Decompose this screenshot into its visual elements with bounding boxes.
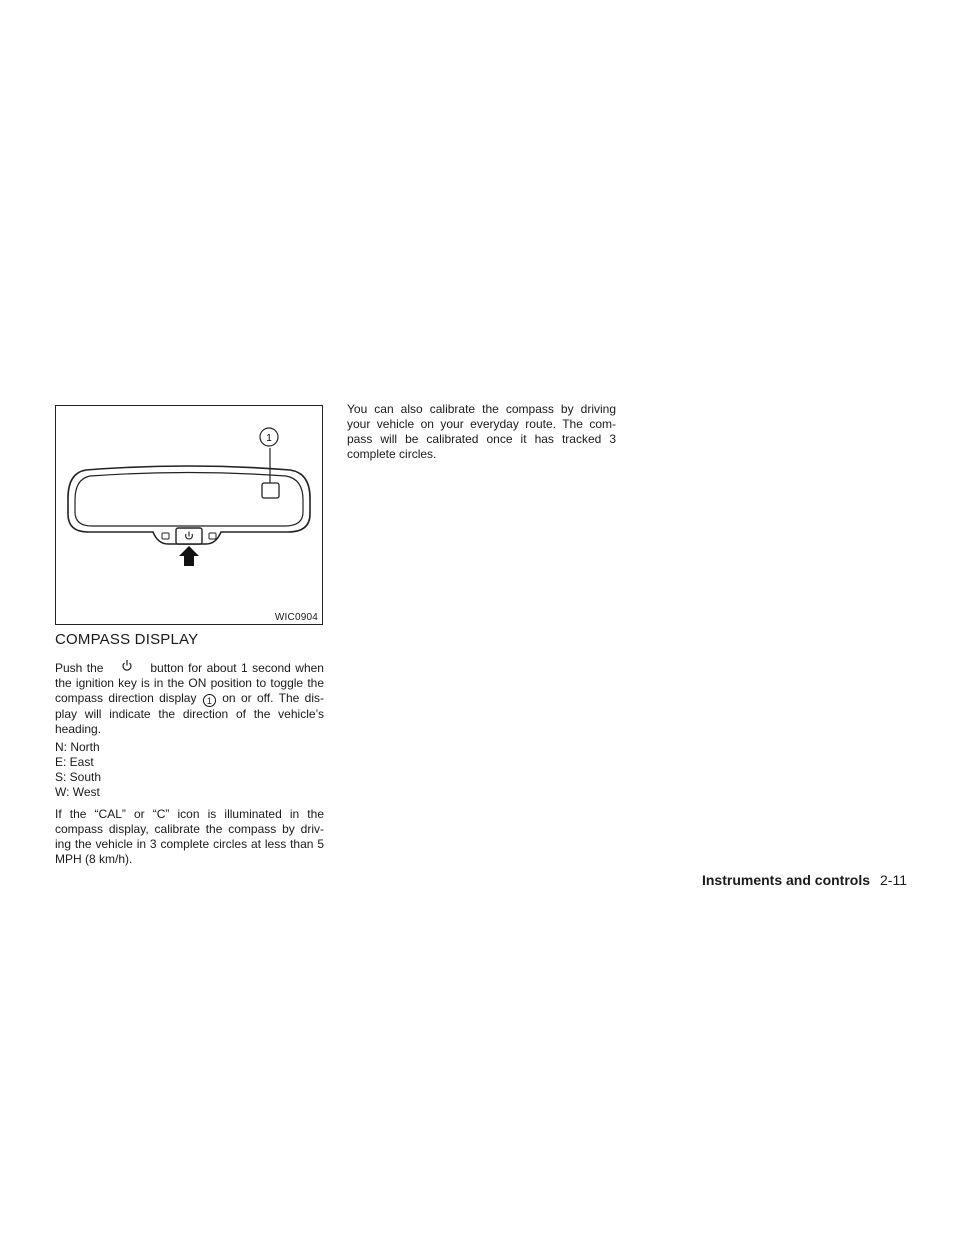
page-number: 2-11: [880, 872, 907, 888]
section-heading: COMPASS DISPLAY: [55, 631, 199, 648]
direction-south: S: South: [55, 770, 102, 784]
compass-display-window: [262, 483, 279, 498]
paragraph-push-button: [55, 659, 324, 737]
arrow-up-icon: [179, 546, 199, 566]
direction-north: N: North: [55, 740, 100, 754]
paragraph-calibrate-route: You can also calibrate the compass by driving your vehicle on your everyday route. The com-pass will be calibrated once it has tracked 3 complete circles.: [347, 402, 616, 461]
right-mirror-button: [209, 533, 216, 539]
mirror-figure: [55, 405, 323, 625]
inline-callout: 1: [203, 694, 216, 707]
direction-west: W: West: [55, 785, 100, 799]
page-footer: [702, 872, 907, 888]
direction-east: E: East: [55, 755, 94, 769]
p1-before-icon: Push the: [55, 661, 104, 675]
mirror-illustration: [56, 406, 322, 624]
p1-after-callout: on or off. The dis-play will indicate the direction of the vehicle’s heading.: [55, 691, 324, 736]
p1-after-icon: button for about 1 second when the ignition key is in the ON position to toggle the compass direction display: [55, 661, 324, 705]
inline-power-icon: [108, 659, 146, 676]
paragraph-calibrate: If the “CAL” or “C” icon is illuminated in the compass display, calibrate the compass by driv-ing the vehicle in 3 complete circles at less than 5 MPH (8 km/h).: [55, 807, 324, 866]
figure-code: WIC0904: [274, 612, 318, 623]
callout-number: 1: [266, 433, 272, 444]
footer-section-title: Instruments and controls: [701, 872, 871, 888]
direction-list: [55, 740, 101, 800]
mirror-glass: [75, 473, 303, 527]
left-mirror-button: [162, 533, 169, 539]
